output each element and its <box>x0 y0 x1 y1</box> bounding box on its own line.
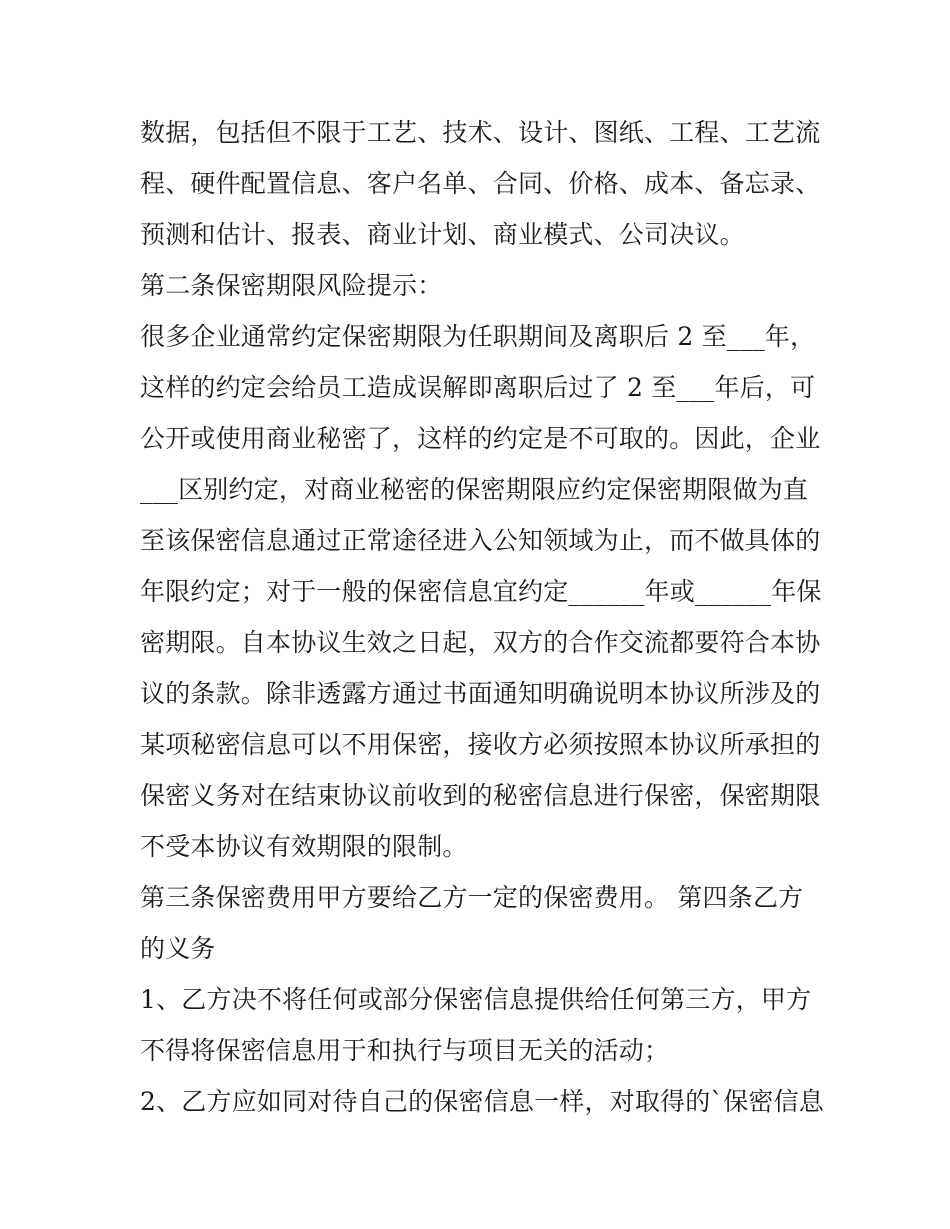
text-line: 某项秘密信息可以不用保密，接收方必须按照本协议所承担的 <box>140 730 821 759</box>
text-line: 预测和估计、报表、商业计划、商业模式、公司决议。 <box>140 220 745 249</box>
text-line: 程、硬件配置信息、客户名单、合同、价格、成本、备忘录、 <box>140 169 821 198</box>
text-line: 不得将保密信息用于和执行与项目无关的活动； <box>140 1036 670 1065</box>
text-line: 很多企业通常约定保密期限为任职期间及离职后 2 至___年， <box>140 322 816 351</box>
text-line: 至该保密信息通过正常途径进入公知领域为止，而不做具体的 <box>140 526 821 555</box>
text-line: 公开或使用商业秘密了，这样的约定是不可取的。因此，企业 <box>140 424 821 453</box>
text-line: 这样的约定会给员工造成误解即离职后过了 2 至___年后，可 <box>140 373 816 402</box>
list-item-2: 2、乙方应如同对待自己的保密信息一样，对取得的`保密信息 <box>140 1087 825 1116</box>
text-line: 的义务 <box>140 934 216 963</box>
text-line: 数据，包括但不限于工艺、技术、设计、图纸、工程、工艺流 <box>140 118 821 147</box>
text-line: 不受本协议有效期限的限制。 <box>140 832 468 861</box>
text-line: ___区别约定，对商业秘密的保密期限应约定保密期限做为直 <box>140 475 809 504</box>
document-body <box>140 107 825 1127</box>
text-line: 保密义务对在结束协议前收到的秘密信息进行保密，保密期限 <box>140 781 821 810</box>
section-heading-article-2: 第二条保密期限风险提示： <box>140 271 443 300</box>
text-line: 密期限。自本协议生效之日起，双方的合作交流都要符合本协 <box>140 628 821 657</box>
text-line: 议的条款。除非透露方通过书面通知明确说明本协议所涉及的 <box>140 679 821 708</box>
list-item-1: 1、乙方决不将任何或部分保密信息提供给任何第三方，甲方 <box>140 985 812 1014</box>
text-line: 年限约定；对于一般的保密信息宜约定______年或______年保 <box>140 577 822 606</box>
section-heading-article-3: 第三条保密费用甲方要给乙方一定的保密费用。 第四条乙方 <box>140 883 804 912</box>
